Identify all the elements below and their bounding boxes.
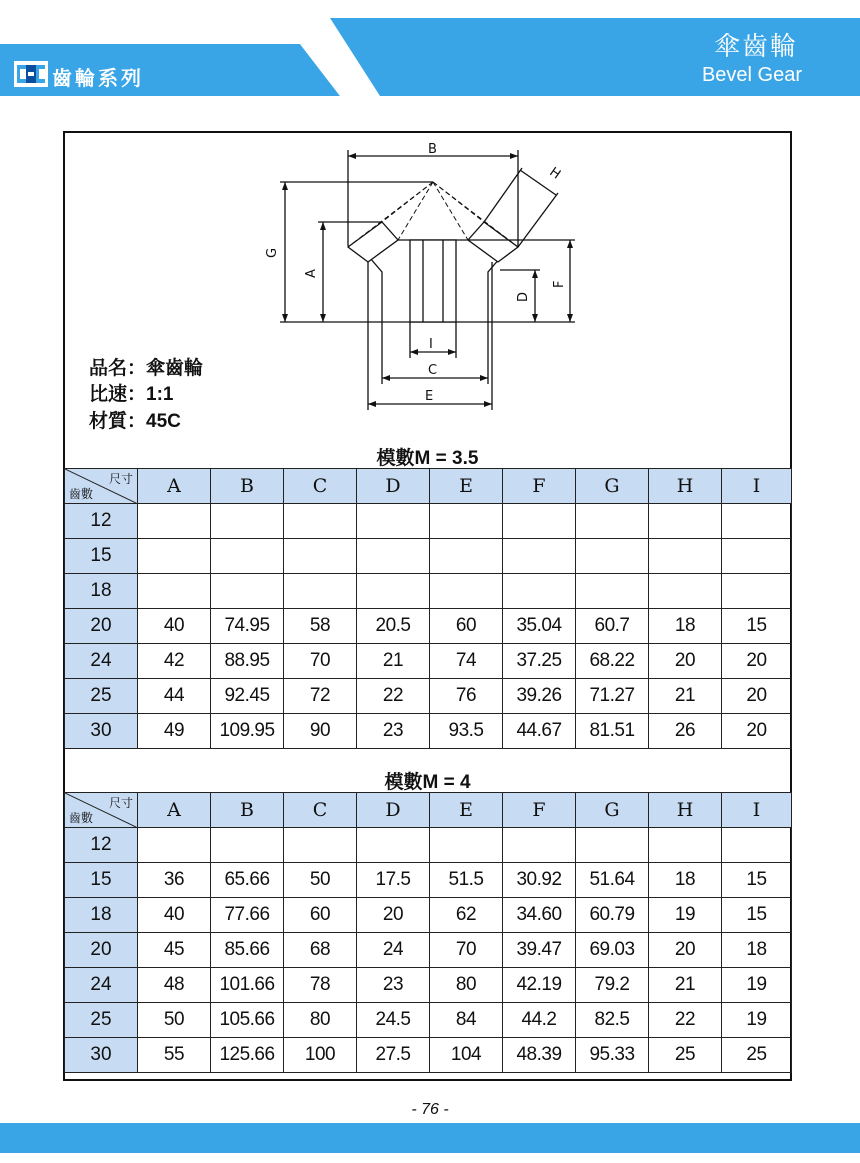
- teeth-count: 20: [65, 933, 138, 968]
- table-row: [65, 574, 792, 609]
- table-cell: [503, 828, 576, 863]
- column-header: C: [284, 793, 357, 828]
- table-cell: 60.7: [576, 609, 649, 644]
- column-header: D: [357, 469, 430, 504]
- teeth-count: 25: [65, 679, 138, 714]
- table-cell: 81.51: [576, 714, 649, 749]
- dim-label-a: A: [304, 269, 319, 278]
- table-cell: [649, 574, 722, 609]
- table-row: [65, 714, 792, 749]
- dim-label-c: C: [428, 363, 438, 378]
- table-row: [65, 1038, 792, 1073]
- table-cell: [503, 539, 576, 574]
- teeth-count: 18: [65, 574, 138, 609]
- table-cell: [138, 574, 211, 609]
- module-value: M = 4: [422, 772, 471, 793]
- column-header: B: [211, 469, 284, 504]
- teeth-count: 24: [65, 968, 138, 1003]
- table-cell: [649, 504, 722, 539]
- table-cell: 21: [649, 679, 722, 714]
- table-cell: 58: [284, 609, 357, 644]
- table-cell: 39.47: [503, 933, 576, 968]
- table-cell: 68: [284, 933, 357, 968]
- table-cell: 25: [722, 1038, 792, 1073]
- table-cell: [284, 504, 357, 539]
- table-cell: [576, 539, 649, 574]
- teeth-count: 20: [65, 609, 138, 644]
- module-title-2: [63, 767, 792, 794]
- table-cell: 80: [430, 968, 503, 1003]
- table-cell: 76: [430, 679, 503, 714]
- table-row: [65, 898, 792, 933]
- name-label: 品名：: [89, 357, 147, 379]
- table-cell: 20: [649, 644, 722, 679]
- table-cell: [284, 828, 357, 863]
- table-cell: [503, 504, 576, 539]
- table-row: [65, 679, 792, 714]
- dim-label-e: E: [425, 389, 434, 404]
- table-cell: 70: [430, 933, 503, 968]
- column-header: H: [649, 793, 722, 828]
- column-header: I: [722, 469, 792, 504]
- table-cell: 95.33: [576, 1038, 649, 1073]
- material-value: 45C: [146, 411, 181, 432]
- teeth-count: 12: [65, 828, 138, 863]
- table-corner: [65, 793, 138, 828]
- table-cell: [576, 828, 649, 863]
- module-prefix: 模數: [384, 771, 423, 793]
- table-cell: 20: [649, 933, 722, 968]
- header-row: [65, 469, 792, 504]
- table-cell: [357, 539, 430, 574]
- table-cell: 72: [284, 679, 357, 714]
- table-cell: [430, 574, 503, 609]
- table-row: [65, 1003, 792, 1038]
- table-row: [65, 644, 792, 679]
- column-header: A: [138, 469, 211, 504]
- table-cell: 74: [430, 644, 503, 679]
- dim-label-b: B: [428, 142, 437, 157]
- column-header: D: [357, 793, 430, 828]
- table-cell: 20.5: [357, 609, 430, 644]
- table-cell: 40: [138, 898, 211, 933]
- bevel-gear-diagram: [230, 140, 590, 420]
- table-cell: 23: [357, 968, 430, 1003]
- dim-label-d: D: [516, 291, 531, 302]
- table-cell: 90: [284, 714, 357, 749]
- table-row: [65, 968, 792, 1003]
- column-header: F: [503, 793, 576, 828]
- page-number: - 76 -: [411, 1101, 449, 1118]
- table-cell: [357, 574, 430, 609]
- table-cell: 60: [284, 898, 357, 933]
- table-cell: [430, 504, 503, 539]
- table-cell: 22: [649, 1003, 722, 1038]
- table-cell: 23: [357, 714, 430, 749]
- teeth-count: 12: [65, 504, 138, 539]
- column-header: E: [430, 793, 503, 828]
- table-cell: 93.5: [430, 714, 503, 749]
- ratio-label: 比速：: [89, 383, 147, 405]
- column-header: C: [284, 469, 357, 504]
- table-cell: [357, 504, 430, 539]
- table-row: [65, 828, 792, 863]
- ratio-value: 1:1: [146, 384, 174, 405]
- material-label: 材質：: [89, 410, 147, 432]
- dimension-table-m3_5: [64, 468, 792, 749]
- table-cell: [430, 828, 503, 863]
- teeth-count: 25: [65, 1003, 138, 1038]
- table-cell: 20: [722, 679, 792, 714]
- table-cell: [211, 504, 284, 539]
- dim-label-i: I: [429, 337, 433, 352]
- dim-label-h: H: [546, 164, 564, 183]
- teeth-count: 15: [65, 863, 138, 898]
- table-cell: 42.19: [503, 968, 576, 1003]
- table-cell: [649, 539, 722, 574]
- table-cell: 42: [138, 644, 211, 679]
- table-cell: 79.2: [576, 968, 649, 1003]
- table-cell: 21: [357, 644, 430, 679]
- product-specs: [89, 355, 203, 435]
- table-cell: 21: [649, 968, 722, 1003]
- table-cell: 92.45: [211, 679, 284, 714]
- table-cell: 27.5: [357, 1038, 430, 1073]
- table-cell: 40: [138, 609, 211, 644]
- table-cell: 50: [284, 863, 357, 898]
- table-cell: [722, 504, 792, 539]
- table-cell: [211, 828, 284, 863]
- table-cell: 24: [357, 933, 430, 968]
- table-cell: 44.67: [503, 714, 576, 749]
- column-header: E: [430, 469, 503, 504]
- product-title-cn: 傘齒輪: [713, 32, 798, 62]
- table-cell: [722, 828, 792, 863]
- table-cell: 17.5: [357, 863, 430, 898]
- table-cell: 68.22: [576, 644, 649, 679]
- name-value: 傘齒輪: [146, 357, 204, 379]
- table-cell: 109.95: [211, 714, 284, 749]
- table-cell: 51.64: [576, 863, 649, 898]
- table-cell: 30.92: [503, 863, 576, 898]
- footer-band: [0, 1123, 860, 1153]
- table-cell: 24.5: [357, 1003, 430, 1038]
- table-cell: 37.25: [503, 644, 576, 679]
- table-row: [65, 933, 792, 968]
- table-row: [65, 609, 792, 644]
- table-row: [65, 504, 792, 539]
- table-cell: 70: [284, 644, 357, 679]
- table-cell: [649, 828, 722, 863]
- table-cell: 49: [138, 714, 211, 749]
- table-cell: [284, 539, 357, 574]
- table-cell: 80: [284, 1003, 357, 1038]
- dimension-table-m4: [64, 792, 792, 1073]
- table-cell: 48.39: [503, 1038, 576, 1073]
- table-cell: [430, 539, 503, 574]
- dim-label-g: G: [265, 247, 280, 258]
- table-cell: 62: [430, 898, 503, 933]
- table-cell: 88.95: [211, 644, 284, 679]
- product-title-en: Bevel Gear: [701, 64, 802, 86]
- table-cell: [284, 574, 357, 609]
- corner-teeth-label: 齒數: [69, 811, 94, 825]
- table-cell: 20: [357, 898, 430, 933]
- table-cell: 15: [722, 609, 792, 644]
- table-cell: 19: [722, 1003, 792, 1038]
- table-cell: 34.60: [503, 898, 576, 933]
- table-cell: 19: [649, 898, 722, 933]
- teeth-count: 30: [65, 714, 138, 749]
- table-corner: [65, 469, 138, 504]
- teeth-count: 15: [65, 539, 138, 574]
- series-title: 齒輪系列: [52, 66, 144, 90]
- table-cell: 55: [138, 1038, 211, 1073]
- table-cell: [722, 539, 792, 574]
- table-cell: [503, 574, 576, 609]
- column-header: A: [138, 793, 211, 828]
- table-cell: [138, 539, 211, 574]
- table-cell: 50: [138, 1003, 211, 1038]
- table-cell: [138, 504, 211, 539]
- header-row: [65, 793, 792, 828]
- table-cell: [576, 574, 649, 609]
- table-cell: 74.95: [211, 609, 284, 644]
- table-cell: 15: [722, 898, 792, 933]
- table-cell: 45: [138, 933, 211, 968]
- table-cell: 60: [430, 609, 503, 644]
- table-cell: 51.5: [430, 863, 503, 898]
- column-header: F: [503, 469, 576, 504]
- column-header: G: [576, 793, 649, 828]
- chc-logo-icon: [14, 61, 48, 87]
- teeth-count: 30: [65, 1038, 138, 1073]
- column-header: G: [576, 469, 649, 504]
- table-cell: [722, 574, 792, 609]
- table-row: [65, 539, 792, 574]
- teeth-count: 18: [65, 898, 138, 933]
- table-cell: 18: [649, 609, 722, 644]
- table-cell: 85.66: [211, 933, 284, 968]
- table-cell: [211, 574, 284, 609]
- table-cell: 15: [722, 863, 792, 898]
- table-cell: 105.66: [211, 1003, 284, 1038]
- table-cell: 125.66: [211, 1038, 284, 1073]
- table-cell: 19: [722, 968, 792, 1003]
- table-cell: 39.26: [503, 679, 576, 714]
- table-cell: 36: [138, 863, 211, 898]
- table-cell: 20: [722, 644, 792, 679]
- module-prefix: 模數: [376, 447, 415, 469]
- table-cell: 104: [430, 1038, 503, 1073]
- table-cell: 82.5: [576, 1003, 649, 1038]
- table-cell: 84: [430, 1003, 503, 1038]
- table-cell: 77.66: [211, 898, 284, 933]
- teeth-count: 24: [65, 644, 138, 679]
- corner-teeth-label: 齒數: [69, 487, 94, 501]
- table-cell: 60.79: [576, 898, 649, 933]
- table-cell: 18: [722, 933, 792, 968]
- column-header: B: [211, 793, 284, 828]
- table-cell: 78: [284, 968, 357, 1003]
- table-cell: [138, 828, 211, 863]
- table-row: [65, 863, 792, 898]
- corner-size-label: 尺寸: [108, 472, 133, 486]
- table-cell: [576, 504, 649, 539]
- module-title-1: [63, 443, 792, 470]
- table-cell: 18: [649, 863, 722, 898]
- dim-label-f: F: [552, 280, 567, 288]
- table-cell: [357, 828, 430, 863]
- table-cell: 48: [138, 968, 211, 1003]
- table-cell: 100: [284, 1038, 357, 1073]
- table-cell: 20: [722, 714, 792, 749]
- table-cell: 65.66: [211, 863, 284, 898]
- table-cell: 44.2: [503, 1003, 576, 1038]
- table-cell: 101.66: [211, 968, 284, 1003]
- corner-size-label: 尺寸: [108, 796, 133, 810]
- table-cell: 71.27: [576, 679, 649, 714]
- table-cell: 35.04: [503, 609, 576, 644]
- table-cell: 22: [357, 679, 430, 714]
- table-cell: 26: [649, 714, 722, 749]
- table-cell: 69.03: [576, 933, 649, 968]
- column-header: I: [722, 793, 792, 828]
- table-cell: 25: [649, 1038, 722, 1073]
- column-header: H: [649, 469, 722, 504]
- table-cell: [211, 539, 284, 574]
- table-cell: 44: [138, 679, 211, 714]
- module-value: M = 3.5: [414, 448, 479, 469]
